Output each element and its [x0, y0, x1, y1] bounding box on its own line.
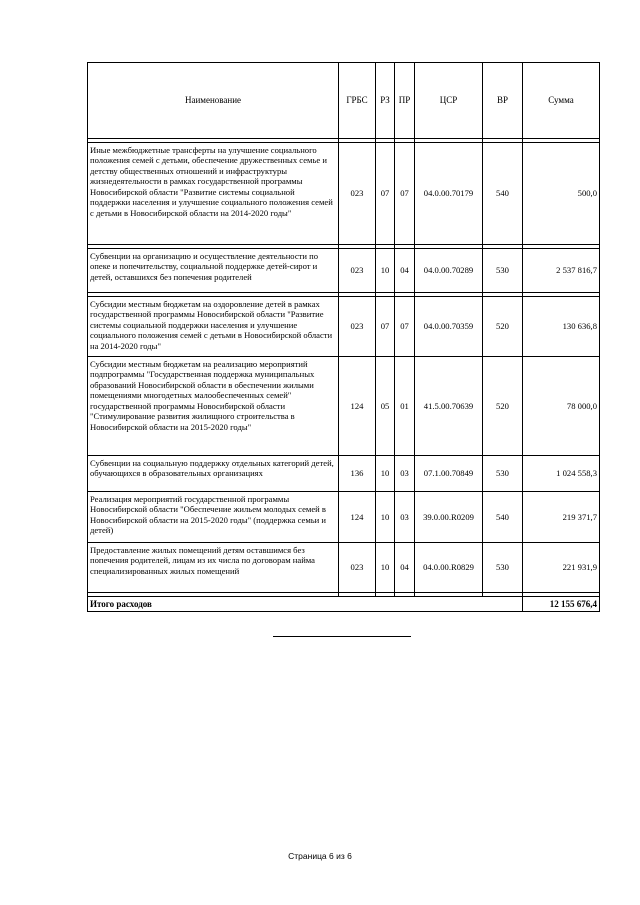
row-pr: 03: [395, 456, 415, 492]
row-csr: 04.0.00.70179: [415, 143, 483, 245]
row-grbs: 124: [339, 492, 376, 543]
row-rz: 10: [376, 492, 395, 543]
row-sum: 78 000,0: [523, 357, 600, 456]
row-name: Предоставление жилых помещений детям оставшимся без попечения родителей, лицам из их числа по договорам найма специализированных жилых помещений: [88, 543, 339, 593]
row-name: Субсидии местным бюджетам на оздоровление детей в рамках государственной программы Новосибирской области "Развитие системы социальной поддержки населения и улучшение социального положения семей с детьми в Новосибирской области на 2014-2020 годы": [88, 297, 339, 357]
row-csr: 04.0.00.70359: [415, 297, 483, 357]
row-csr: 04.0.00.R0829: [415, 543, 483, 593]
header-name: Наименование: [88, 63, 339, 139]
header-sum: Сумма: [523, 63, 600, 139]
row-pr: 07: [395, 297, 415, 357]
table-row: [88, 249, 600, 293]
row-name: Реализация мероприятий государственной программы Новосибирской области "Обеспечение жильем молодых семей в Новосибирской области на 2015-2020 годы" (поддержка семьи и детей): [88, 492, 339, 543]
row-grbs: 023: [339, 249, 376, 293]
row-name: Субвенции на организацию и осуществление деятельности по опеке и попечительству, социальной поддержке детей-сирот и детей, оставшихся без попечения родителей: [88, 249, 339, 293]
row-csr: 07.1.00.70849: [415, 456, 483, 492]
table-row: [88, 543, 600, 593]
row-pr: 04: [395, 249, 415, 293]
row-sum: 2 537 816,7: [523, 249, 600, 293]
row-name: Иные межбюджетные трансферты на улучшение социального положения семей с детьми, обеспечение дружественных семье и детству общественных отношений и инфраструктуры жизнедеятельности в рамках государственной программы Новосибирской области "Развитие системы социальной поддержки населения и улучшение социального положения семей с детьми в Новосибирской области на 2014-2020 годы": [88, 143, 339, 245]
row-csr: 41.5.00.70639: [415, 357, 483, 456]
row-sum: 130 636,8: [523, 297, 600, 357]
table-row: [88, 456, 600, 492]
total-row: [88, 597, 600, 612]
row-rz: 07: [376, 143, 395, 245]
row-pr: 03: [395, 492, 415, 543]
header-row: [88, 63, 600, 139]
page-number: Страница 6 из 6: [288, 851, 352, 861]
row-vr: 540: [483, 143, 523, 245]
row-vr: 520: [483, 297, 523, 357]
row-grbs: 023: [339, 543, 376, 593]
row-pr: 07: [395, 143, 415, 245]
row-pr: 01: [395, 357, 415, 456]
table-row: [88, 492, 600, 543]
row-sum: 221 931,9: [523, 543, 600, 593]
row-vr: 530: [483, 456, 523, 492]
row-rz: 05: [376, 357, 395, 456]
header-rz: РЗ: [376, 63, 395, 139]
table-row: [88, 357, 600, 456]
header-csr: ЦСР: [415, 63, 483, 139]
budget-table: [87, 62, 600, 612]
row-grbs: 023: [339, 143, 376, 245]
header-pr: ПР: [395, 63, 415, 139]
divider-line: [273, 636, 411, 637]
row-rz: 10: [376, 249, 395, 293]
row-grbs: 136: [339, 456, 376, 492]
row-name: Субвенции на социальную поддержку отдельных категорий детей, обучающихся в образовательных организациях: [88, 456, 339, 492]
row-sum: 500,0: [523, 143, 600, 245]
header-vr: ВР: [483, 63, 523, 139]
row-pr: 04: [395, 543, 415, 593]
row-vr: 530: [483, 249, 523, 293]
row-rz: 10: [376, 543, 395, 593]
total-label: Итого расходов: [88, 597, 523, 612]
row-grbs: 023: [339, 297, 376, 357]
row-csr: 39.0.00.R0209: [415, 492, 483, 543]
row-vr: 520: [483, 357, 523, 456]
header-grbs: ГРБС: [339, 63, 376, 139]
row-rz: 10: [376, 456, 395, 492]
table-row: [88, 297, 600, 357]
row-sum: 1 024 558,3: [523, 456, 600, 492]
row-vr: 540: [483, 492, 523, 543]
total-sum: 12 155 676,4: [523, 597, 600, 612]
row-name: Субсидии местным бюджетам на реализацию мероприятий подпрограммы "Государственная поддержка муниципальных образований Новосибирской области в обеспечении жилыми помещениями многодетных малообеспеченных семей" государственной программы Новосибирской области "Стимулирование развития жилищного строительства в Новосибирской области на 2015-2020 годы": [88, 357, 339, 456]
row-csr: 04.0.00.70289: [415, 249, 483, 293]
table-row: [88, 143, 600, 245]
row-grbs: 124: [339, 357, 376, 456]
row-rz: 07: [376, 297, 395, 357]
row-vr: 530: [483, 543, 523, 593]
row-sum: 219 371,7: [523, 492, 600, 543]
